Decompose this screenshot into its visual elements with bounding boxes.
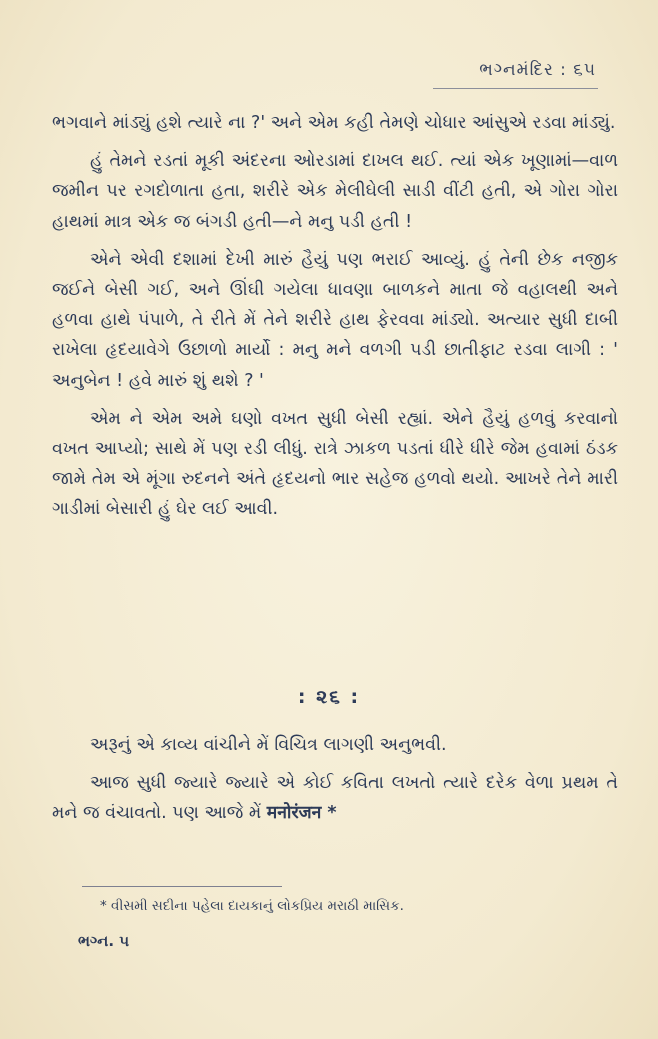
paragraph: હું તેમને રડતાં મૂકી અંદરના ઓરડામાં દાખલ થઈ. ત્યાં એક ખૂણામાં—વાળ જમીન પર રગદોળાતા હતા, શરીરે એક મેલીઘેલી સાડી વીંટી હતી, એ ગોરા ગોરા હાથમાં માત્ર એક જ બંગડી હતી—ને મનુ પડી હતી ! bbox=[52, 151, 618, 232]
printer-signature-mark: ભગ્ન. ૫ bbox=[78, 932, 130, 950]
running-head: ભગ્નમંદિર : ૬૫ bbox=[479, 60, 596, 80]
section-number: : ૨૬ : bbox=[297, 686, 361, 708]
footnote-rule bbox=[82, 886, 282, 887]
paragraph: અરૂનું એ કાવ્ય વાંચીને મેં વિચિત્ર લાગણી અનુભવી. bbox=[90, 735, 447, 755]
paragraph bbox=[52, 768, 618, 828]
magazine-name: मनोरंजन * bbox=[266, 803, 337, 824]
running-head-rule bbox=[433, 88, 598, 89]
footnote: * વીસમી સદીના પહેલા દાયકાનું લોકપ્રિય મરાઠી માસિક. bbox=[100, 898, 404, 914]
paragraph: એમ ને એમ અમે ઘણો વખત સુધી બેસી રહ્યાં. એને હૈયું હળવું કરવાનો વખત આપ્યો; સાથે મેં પણ રડી લીધું. રાત્રે ઝાકળ પડતાં ધીરે ધીરે જેમ હવામાં ઠંડક જામે તેમ એ મૂંગા રુદનને અંતે હૃદયનો ભાર સહેજ હળવો થયો. આખરે તેને મારી ગાડીમાં બેસારી હું ઘેર લઈ આવી. bbox=[52, 408, 618, 520]
body-text-section-26 bbox=[52, 730, 618, 837]
paragraph: એને એવી દશામાં દેખી મારું હૈયું પણ ભરાઈ આવ્યું. હું તેની છેક નજીક જઈને બેસી ગઈ, અને ઊંઘી ગયેલા ધાવણા બાળકને માતા જે વહાલથી અને હળવા હાથે પંપાળે, તે રીતે મેં તેને શરીરે હાથ ફેરવવા માંડ્યો. અત્યાર સુધી દાબી રાખેલા હૃદયાવેગે ઉછાળો માર્યો : મનુ મને વળગી પડી છાતીફાટ રડવા લાગી : ' અનુબેન ! હવે મારું શું થશે ? ' bbox=[52, 249, 618, 391]
body-text bbox=[52, 108, 618, 533]
paragraph: ભગવાને માંડ્યું હશે ત્યારે ના ?' અને એમ કહી તેમણે ચોધાર આંસુએ રડવા માંડ્યું. bbox=[52, 113, 616, 133]
paragraph-lead: આજ સુધી જ્યારે જ્યારે એ કોઈ કવિતા લખતો ત્યારે દરેક વેળા પ્રથમ તે મને જ વંચાવતો. પણ આજે મેં bbox=[52, 773, 618, 824]
